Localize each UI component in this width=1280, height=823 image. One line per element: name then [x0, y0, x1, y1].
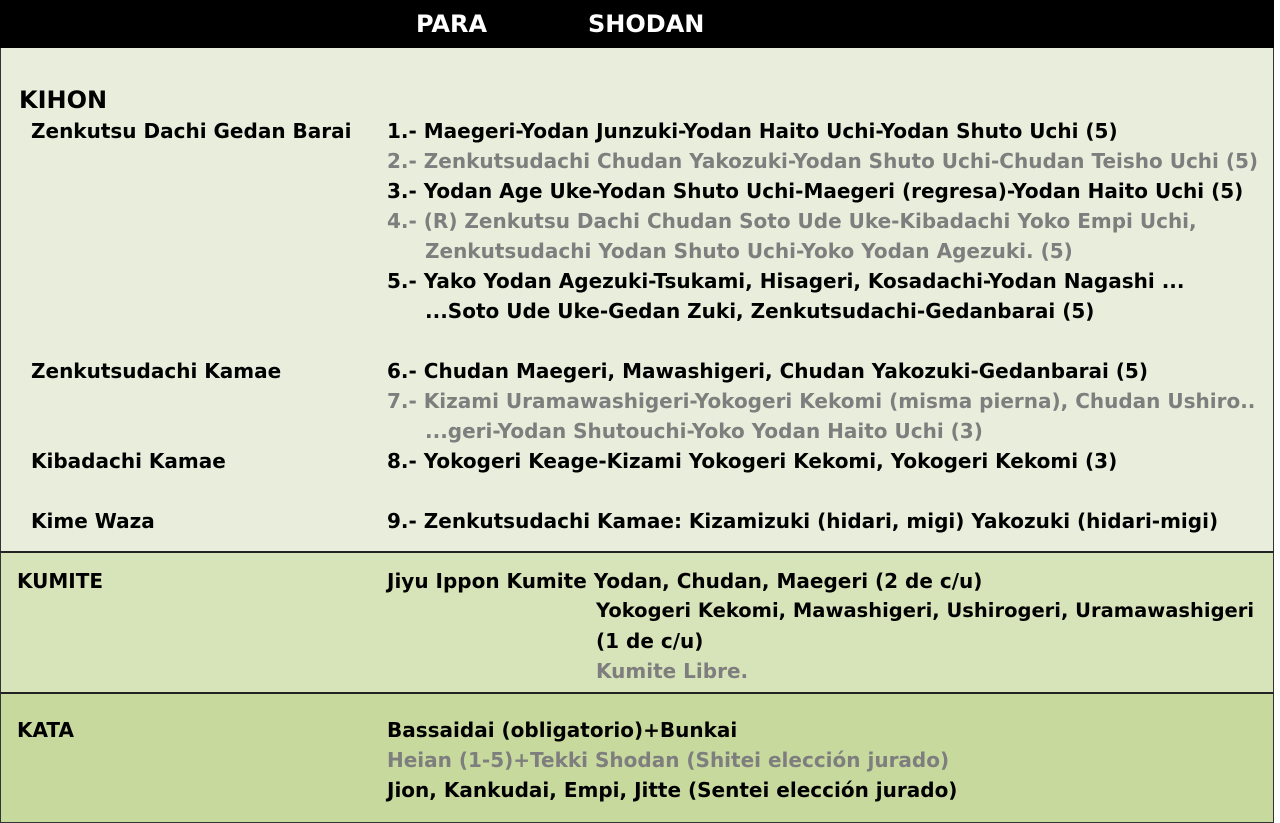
kumite-line: Kumite Libre. — [596, 659, 749, 683]
header-shodan: SHODAN — [588, 10, 705, 38]
kata-section — [0, 692, 1274, 823]
kihon-line: 8.- Yokogeri Keage-Kizami Yokogeri Kekomi, Yokogeri Kekomi (3) — [387, 449, 1118, 473]
kumite-line: Yokogeri Kekomi, Mawashigeri, Ushirogeri, Uramawashigeri — [596, 599, 1255, 622]
kihon-line: 5.- Yako Yodan Agezuki-Tsukami, Hisageri, Kosadachi-Yodan Nagashi ... — [387, 269, 1185, 293]
kihon-line: 4.- (R) Zenkutsu Dachi Chudan Soto Ude Uke-Kibadachi Yoko Empi Uchi, — [387, 209, 1197, 233]
kumite-title: KUMITE — [17, 569, 104, 593]
header-bar — [0, 0, 1274, 48]
kumite-line: Jiyu Ippon Kumite Yodan, Chudan, Maegeri (2 de c/u) — [387, 569, 983, 593]
kata-line: Heian (1-5)+Tekki Shodan (Shitei elección jurado) — [387, 748, 950, 772]
kumite-line: (1 de c/u) — [596, 629, 704, 653]
kata-title: KATA — [17, 718, 74, 742]
kihon-line: 2.- Zenkutsudachi Chudan Yakozuki-Yodan Shuto Uchi-Chudan Teisho Uchi (5) — [387, 149, 1259, 173]
kihon-subheading: Zenkutsu Dachi Gedan Barai — [31, 119, 352, 143]
kihon-subheading: Kime Waza — [31, 509, 155, 533]
kihon-line: 1.- Maegeri-Yodan Junzuki-Yodan Haito Uchi-Yodan Shuto Uchi (5) — [387, 119, 1118, 143]
header-para: PARA — [416, 10, 488, 38]
kihon-subheading: Kibadachi Kamae — [31, 449, 226, 473]
kihon-line: ...geri-Yodan Shutouchi-Yoko Yodan Haito Uchi (3) — [425, 419, 983, 443]
kata-line: Bassaidai (obligatorio)+Bunkai — [387, 718, 738, 742]
kihon-section — [0, 48, 1274, 552]
kumite-section — [0, 551, 1274, 695]
kihon-line: 3.- Yodan Age Uke-Yodan Shuto Uchi-Maegeri (regresa)-Yodan Haito Uchi (5) — [387, 179, 1244, 203]
kihon-line: 6.- Chudan Maegeri, Mawashigeri, Chudan Yakozuki-Gedanbarai (5) — [387, 359, 1148, 383]
kihon-line: ...Soto Ude Uke-Gedan Zuki, Zenkutsudachi-Gedanbarai (5) — [425, 299, 1095, 323]
kihon-subheading: Zenkutsudachi Kamae — [31, 359, 282, 383]
kihon-line: 9.- Zenkutsudachi Kamae: Kizamizuki (hidari, migi) Yakozuki (hidari-migi) — [387, 509, 1219, 533]
kihon-line: 7.- Kizami Uramawashigeri-Yokogeri Kekomi (misma pierna), Chudan Ushiro.. — [387, 389, 1256, 413]
kihon-line: Zenkutsudachi Yodan Shuto Uchi-Yoko Yodan Agezuki. (5) — [425, 239, 1073, 263]
kata-line: Jion, Kankudai, Empi, Jitte (Sentei elección jurado) — [387, 778, 958, 802]
kihon-title: KIHON — [19, 86, 108, 114]
